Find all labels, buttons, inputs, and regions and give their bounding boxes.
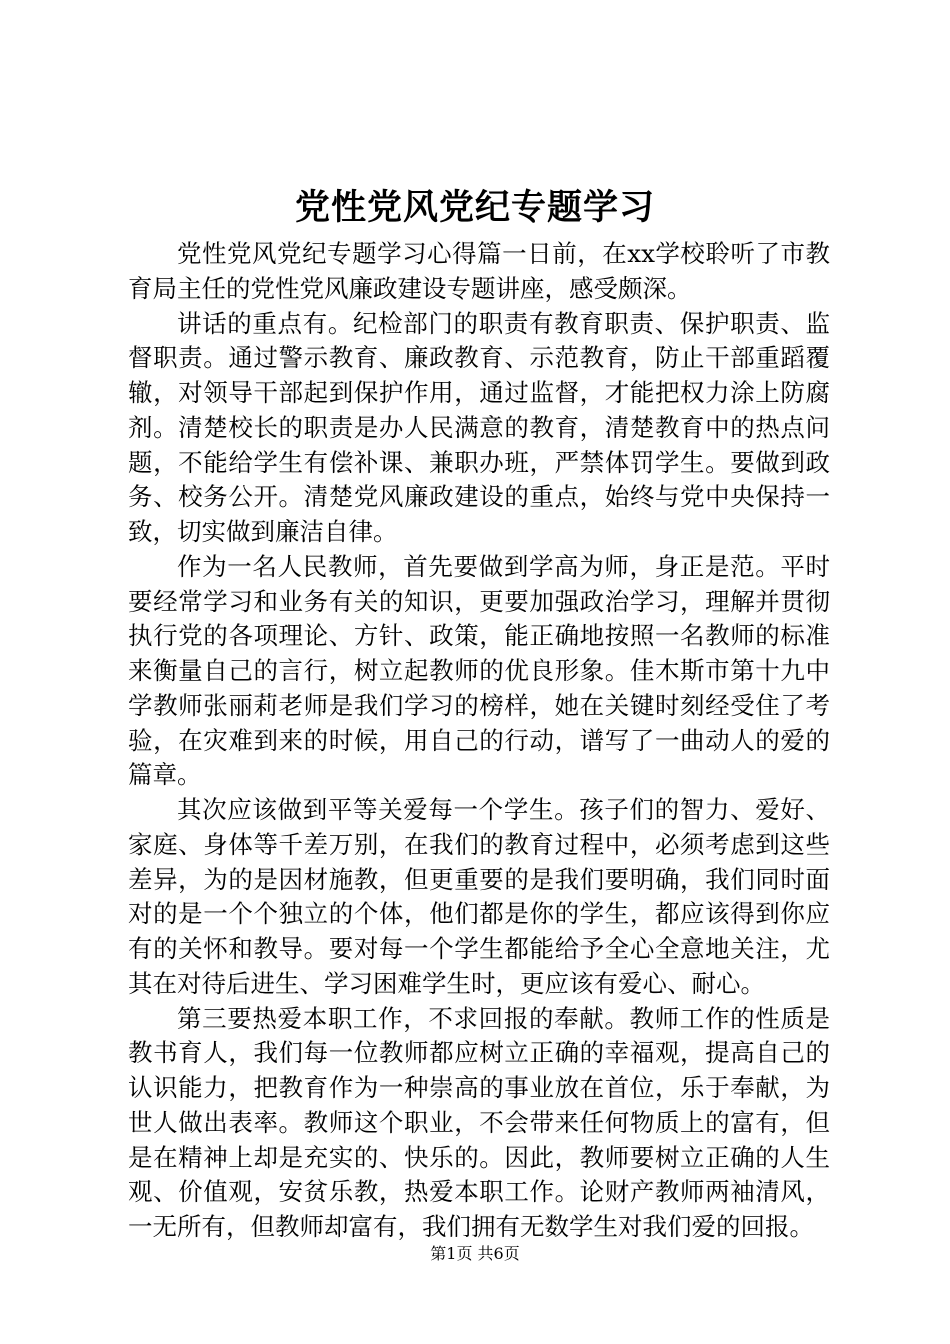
page-number-footer: 第1页 共6页 [430, 1244, 520, 1263]
document-title: 党性党风党纪专题学习 [294, 187, 655, 228]
paragraph-3: 作为一名人民教师，首先要做到学高为师，身正是范。平时要经常学习和业务有关的知识，更要加强政治学习，理解并贯彻执行党的各项理论、方针、政策，能正确地按照一名教师的标准来衡量自己的言行，树立起教师的优良形象。佳木斯市第十九中学教师张丽莉老师是我们学习的榜样，她在关键时刻经受住了考验，在灾难到来的时候，用自己的行动，谱写了一曲动人的爱的篇章。 [128, 551, 830, 790]
paragraph-1: 党性党风党纪专题学习心得篇一日前，在xx学校聆听了市教育局主任的党性党风廉政建设专题讲座，感受颇深。 [128, 239, 830, 303]
paragraph-5: 第三要热爱本职工作，不求回报的奉献。教师工作的性质是教书育人，我们每一位教师都应树立正确的幸福观，提高自己的认识能力，把教育作为一种崇高的事业放在首位，乐于奉献，为世人做出表率。教师这个职业，不会带来任何物质上的富有，但是在精神上却是充实的、快乐的。因此，教师要树立正确的人生观、价值观，安贫乐教，热爱本职工作。论财产教师两袖清风，一无所有，但教师却富有，我们拥有无数学生对我们爱的回报。 [128, 1003, 830, 1241]
paragraph-4: 其次应该做到平等关爱每一个学生。孩子们的智力、爱好、家庭、身体等千差万别，在我们的教育过程中，必须考虑到这些差异，为的是因材施教，但更重要的是我们要明确，我们同时面对的是一个个独立的个体，他们都是你的学生，都应该得到你应有的关怀和教导。要对每一个学生都能给予全心全意地关注，尤其在对待后进生、学习困难学生时，更应该有爱心、耐心。 [128, 795, 830, 998]
document-body [128, 237, 830, 1245]
paragraph-2: 讲话的重点有。纪检部门的职责有教育职责、保护职责、监督职责。通过警示教育、廉政教育、示范教育，防止干部重蹈覆辙，对领导干部起到保护作用，通过监督，才能把权力涂上防腐剂。清楚校长的职责是办人民满意的教育，清楚教育中的热点问题，不能给学生有偿补课、兼职办班，严禁体罚学生。要做到政务、校务公开。清楚党风廉政建设的重点，始终与党中央保持一致，切实做到廉洁自律。 [128, 308, 830, 546]
